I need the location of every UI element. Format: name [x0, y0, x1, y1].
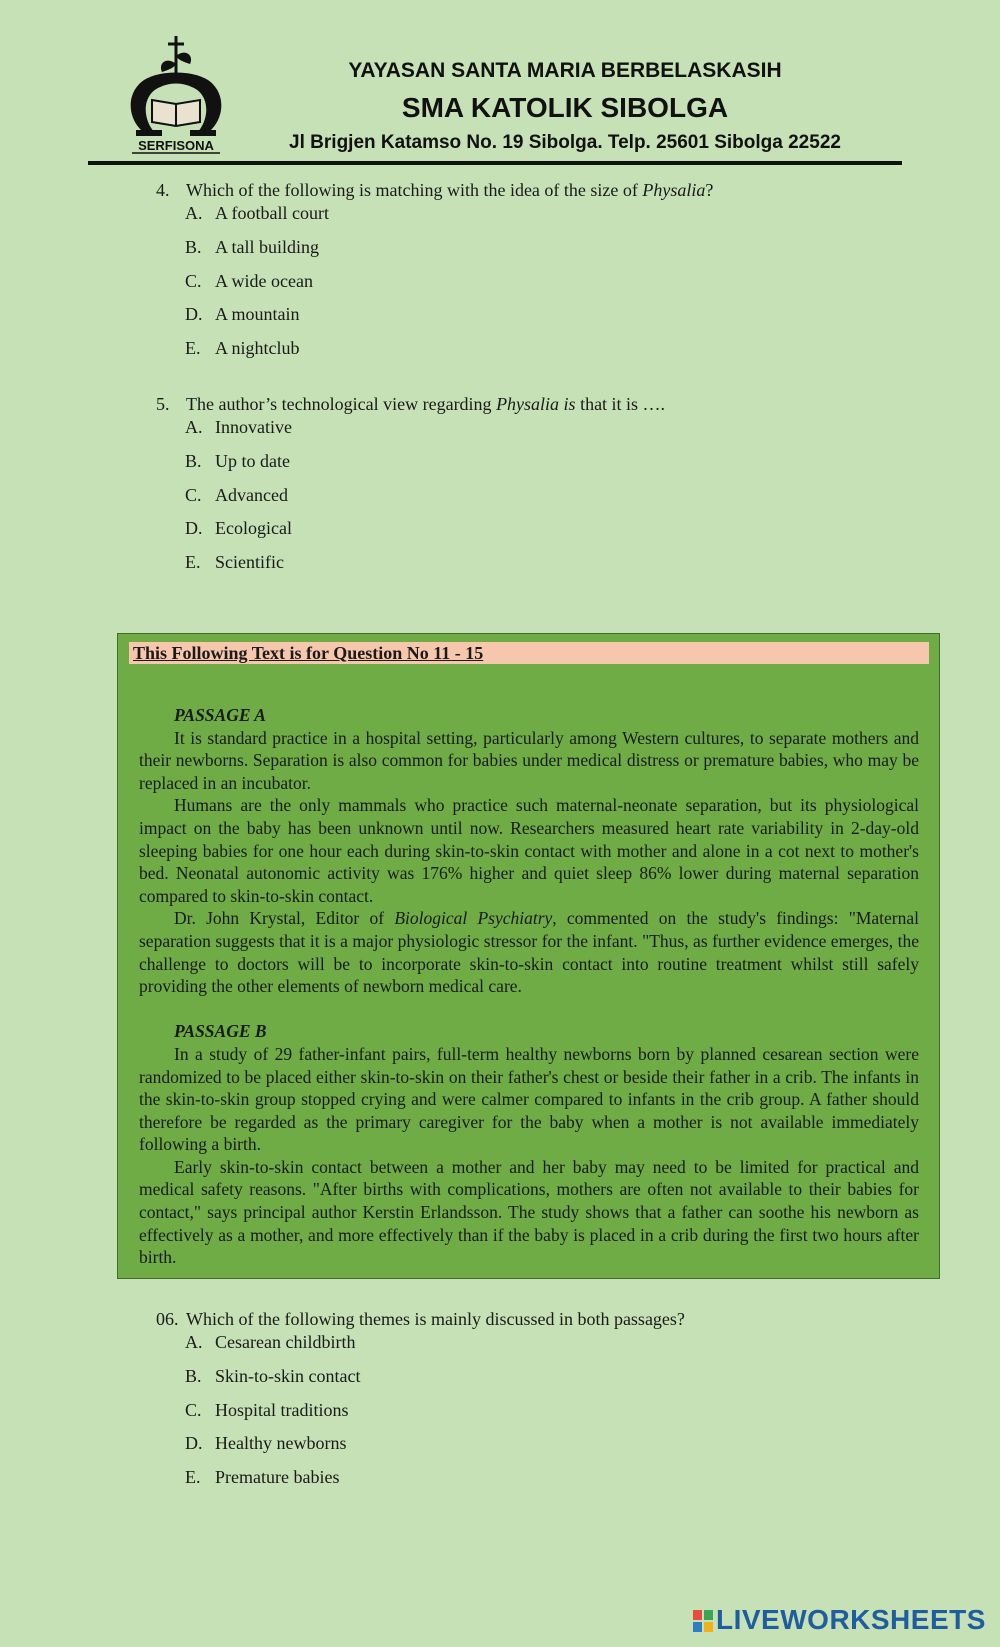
passage-a-paragraph: Humans are the only mammals who practice such maternal-neonate separation, but its physiological impact on the baby has been unknown until now. Researchers measured heart rate variability in 2-day-old sleeping babies for one hour each during skin-to-skin contact with mother and alone in a cot next to mother's bed. Neonatal autonomic activity was 176% higher and quiet sleep 86% lower during maternal separation compared to skin-to-skin contact. — [139, 795, 919, 906]
option-e[interactable]: E. A nightclub — [185, 338, 300, 359]
option-e[interactable]: E. Scientific — [185, 552, 284, 573]
question-5-options — [185, 417, 292, 586]
passage-b-heading: PASSAGE B — [174, 1021, 267, 1042]
option-e[interactable]: E. Premature babies — [185, 1467, 340, 1488]
passage-title: This Following Text is for Question No 11 - 15 — [129, 642, 929, 664]
passage-a-paragraph: Dr. John Krystal, Editor of Biological Psychiatry, commented on the study's findings: "Maternal separation suggests that it is a major physiologic stressor for the infant. "Thus, as further evidence emerges, the challenge to doctors will be to incorporate skin-to-skin contact into routine treatment whilst still safely providing the other elements of newborn medical care. — [139, 908, 919, 997]
liveworksheets-logo-icon — [693, 1610, 713, 1632]
question-5: 5. The author’s technological view regarding Physalia is that it is …. — [156, 394, 666, 414]
question-number: 06. — [156, 1309, 179, 1329]
liveworksheets-brand[interactable]: LIVEWORKSHEETS — [716, 1604, 986, 1635]
passage-b-paragraph: In a study of 29 father-infant pairs, full-term healthy newborns born by planned cesarean section were randomized to be placed either skin-to-skin on their father's chest or beside their father in a crib. The infants in the skin-to-skin group stopped crying and were calmer compared to infants in the crib group. A father should therefore be regarded as the primary caregiver for the baby when a mother is not available immediately following a birth. — [139, 1043, 919, 1155]
option-a[interactable]: A. Cesarean childbirth — [185, 1332, 356, 1352]
question-4: 4. Which of the following is matching with the idea of the size of Physalia? — [156, 180, 714, 200]
header-divider — [88, 161, 902, 165]
svg-text:SERFISONA: SERFISONA — [138, 138, 214, 153]
foundation-name: YAYASAN SANTA MARIA BERBELASKASIH — [348, 59, 782, 82]
option-c[interactable]: C. Hospital traditions — [185, 1399, 349, 1420]
option-a[interactable]: A. Innovative — [185, 417, 292, 437]
option-b[interactable]: B. Up to date — [185, 450, 290, 471]
reading-passage-box — [117, 633, 940, 1279]
option-c[interactable]: C. Advanced — [185, 484, 288, 505]
school-address: Jl Brigjen Katamso No. 19 Sibolga. Telp. 25601 Sibolga 22522 — [289, 132, 841, 153]
school-name: SMA KATOLIK SIBOLGA — [401, 92, 729, 123]
option-c[interactable]: C. A wide ocean — [185, 270, 313, 291]
option-b[interactable]: B. Skin-to-skin contact — [185, 1365, 361, 1386]
passage-a-paragraph: It is standard practice in a hospital setting, particularly among Western cultures, to separate mothers and their newborns. Separation is also common for babies under medical distress or premature babies, who may be replaced in an incubator. — [139, 727, 919, 793]
question-6: 06. Which of the following themes is mainly discussed in both passages? — [156, 1309, 685, 1329]
option-b[interactable]: B. A tall building — [185, 236, 320, 257]
question-4-options — [185, 203, 329, 372]
question-number: 5. — [156, 394, 170, 414]
passage-a-heading: PASSAGE A — [174, 705, 266, 725]
question-number: 4. — [156, 180, 170, 200]
passage-b-paragraph: Early skin-to-skin contact between a mother and her baby may need to be limited for practical and medical safety reasons. "After births with complications, mothers are often not available to their babies for contact," says principal author Kerstin Erlandsson. The study shows that a father can soothe his newborn as effectively as a mother, and more effectively than if the baby is placed in a crib during the first two hours after birth. — [139, 1156, 919, 1268]
option-d[interactable]: D. Healthy newborns — [185, 1433, 347, 1454]
option-d[interactable]: D. Ecological — [185, 518, 292, 539]
question-6-options — [185, 1332, 360, 1501]
passage-text — [139, 704, 919, 1269]
option-d[interactable]: D. A mountain — [185, 304, 300, 325]
option-a[interactable]: A. A football court — [185, 203, 329, 223]
school-logo — [122, 34, 230, 154]
